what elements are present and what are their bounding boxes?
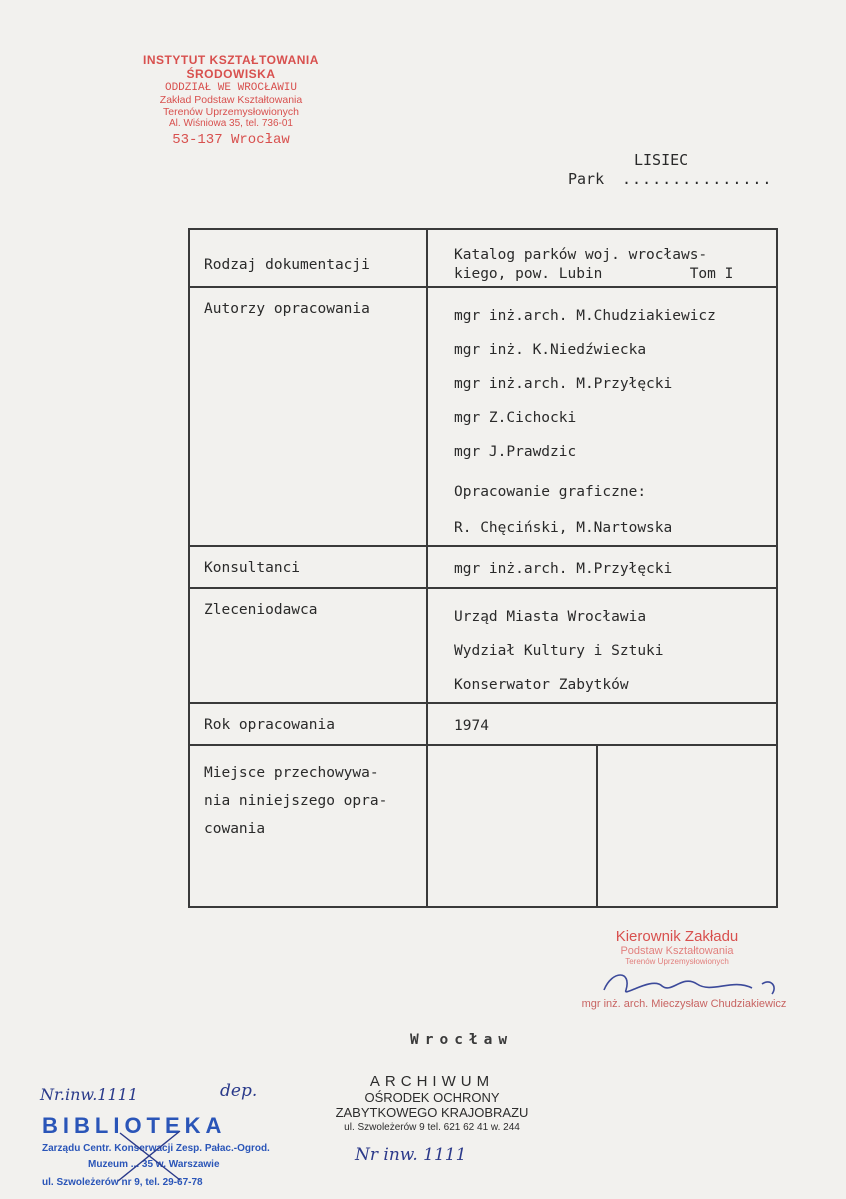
institute-stamp bbox=[120, 54, 342, 148]
value-line: mgr Z.Cichocki bbox=[454, 410, 577, 426]
archive-stamp bbox=[330, 1073, 534, 1133]
storage-left bbox=[428, 746, 598, 906]
inventory-number: Nr inw. 1111 bbox=[355, 1145, 467, 1165]
row-label: Miejsce przechowywa- bbox=[204, 765, 379, 781]
row-value-cell bbox=[427, 546, 777, 588]
table-row bbox=[189, 588, 777, 703]
approver-sub: Podstaw Kształtowania bbox=[620, 945, 734, 957]
row-value-cell bbox=[427, 703, 777, 745]
row-label: Konsultanci bbox=[204, 560, 301, 576]
row-label: Rodzaj dokumentacji bbox=[204, 257, 370, 273]
value-line: mgr inż.arch. M.Przyłęcki bbox=[454, 561, 673, 577]
value-line: mgr inż. K.Niedźwiecka bbox=[454, 342, 647, 358]
approver-sub: Terenów Uprzemysłowionych bbox=[625, 957, 729, 966]
value-line: 1974 bbox=[454, 718, 489, 734]
value-line: Konserwator Zabytków bbox=[454, 677, 629, 693]
stamp-line: ODDZIAŁ WE WROCŁAWIU bbox=[164, 81, 298, 94]
table-row bbox=[189, 745, 777, 907]
archive-line: ARCHIWUM bbox=[369, 1073, 495, 1090]
row-value-cell bbox=[427, 229, 777, 287]
archive-line: ul. Szwoleżerów 9 tel. 621 62 41 w. 244 bbox=[344, 1122, 520, 1133]
stamp-line: Zakład Podstaw Kształtowania bbox=[159, 94, 303, 107]
value-line: kiego, pow. Lubin Tom I bbox=[454, 266, 734, 282]
library-title: BIBLIOTEKA bbox=[42, 1113, 227, 1138]
table-row bbox=[189, 703, 777, 745]
park-dots: ............... bbox=[622, 170, 773, 188]
value-line: Opracowanie graficzne: bbox=[454, 484, 647, 500]
stamp-line: 53-137 Wrocław bbox=[172, 131, 290, 148]
row-label: Zleceniodawca bbox=[204, 602, 318, 618]
value-line: mgr inż.arch. M.Chudziakiewicz bbox=[454, 308, 716, 324]
row-label-cell bbox=[189, 546, 427, 588]
row-value-cell bbox=[427, 287, 777, 546]
value-line: R. Chęciński, M.Nartowska bbox=[454, 520, 673, 536]
value-line: Katalog parków woj. wrocławs- bbox=[454, 247, 708, 263]
documentation-table bbox=[188, 228, 778, 908]
row-label: cowania bbox=[204, 821, 266, 837]
value-line: Wydział Kultury i Sztuki bbox=[454, 643, 664, 659]
stamp-line: INSTYTUT KSZTAŁTOWANIA ŚRODOWISKA bbox=[143, 53, 319, 81]
row-label: Autorzy opracowania bbox=[204, 301, 370, 317]
value-line: Urząd Miasta Wrocławia bbox=[454, 609, 647, 625]
approver-stamp bbox=[581, 928, 787, 1010]
archive-line: ZABYTKOWEGO KRAJOBRAZU bbox=[335, 1105, 529, 1120]
stamp-line: Terenów Uprzemysłowionych bbox=[163, 106, 299, 119]
library-line: Muzeum ... 35 w. Warszawie bbox=[88, 1159, 220, 1170]
signature-icon bbox=[602, 968, 782, 1000]
row-label: nia niniejszego opra- bbox=[204, 793, 388, 809]
value-line: mgr inż.arch. M.Przyłęcki bbox=[454, 376, 673, 392]
table-row bbox=[189, 287, 777, 546]
row-label: Rok opracowania bbox=[204, 717, 335, 733]
table-row bbox=[189, 546, 777, 588]
row-label-cell bbox=[189, 745, 427, 907]
row-label-cell bbox=[189, 588, 427, 703]
row-label-cell bbox=[189, 287, 427, 546]
row-value-cell bbox=[427, 745, 777, 907]
value-line: mgr J.Prawdzic bbox=[454, 444, 577, 460]
storage-split bbox=[428, 746, 776, 906]
table-row bbox=[189, 229, 777, 287]
park-label: Park bbox=[568, 170, 605, 188]
city-name: Wrocław bbox=[410, 1032, 514, 1048]
approver-title: Kierownik Zakładu bbox=[615, 928, 739, 945]
row-label-cell bbox=[189, 229, 427, 287]
cross-out-icon bbox=[110, 1125, 190, 1185]
library-inventory-number: Nr.inw.1111 bbox=[40, 1085, 138, 1104]
storage-right bbox=[598, 746, 776, 906]
park-name: LISIEC bbox=[634, 151, 689, 169]
library-line: ul. Szwoleżerów nr 9, tel. 29-67-78 bbox=[42, 1177, 203, 1188]
library-line: Zarządu Centr. Konserwacji Zesp. Pałac.-Ogrod. bbox=[42, 1143, 270, 1154]
stamp-line: Al. Wiśniowa 35, tel. 736-01 bbox=[169, 118, 293, 130]
archive-line: OŚRODEK OCHRONY bbox=[364, 1090, 500, 1105]
approver-name: mgr inż. arch. Mieczysław Chudziakiewicz bbox=[581, 998, 787, 1010]
row-value-cell bbox=[427, 588, 777, 703]
row-label-cell bbox=[189, 703, 427, 745]
deposit-note: dep. bbox=[220, 1081, 258, 1101]
